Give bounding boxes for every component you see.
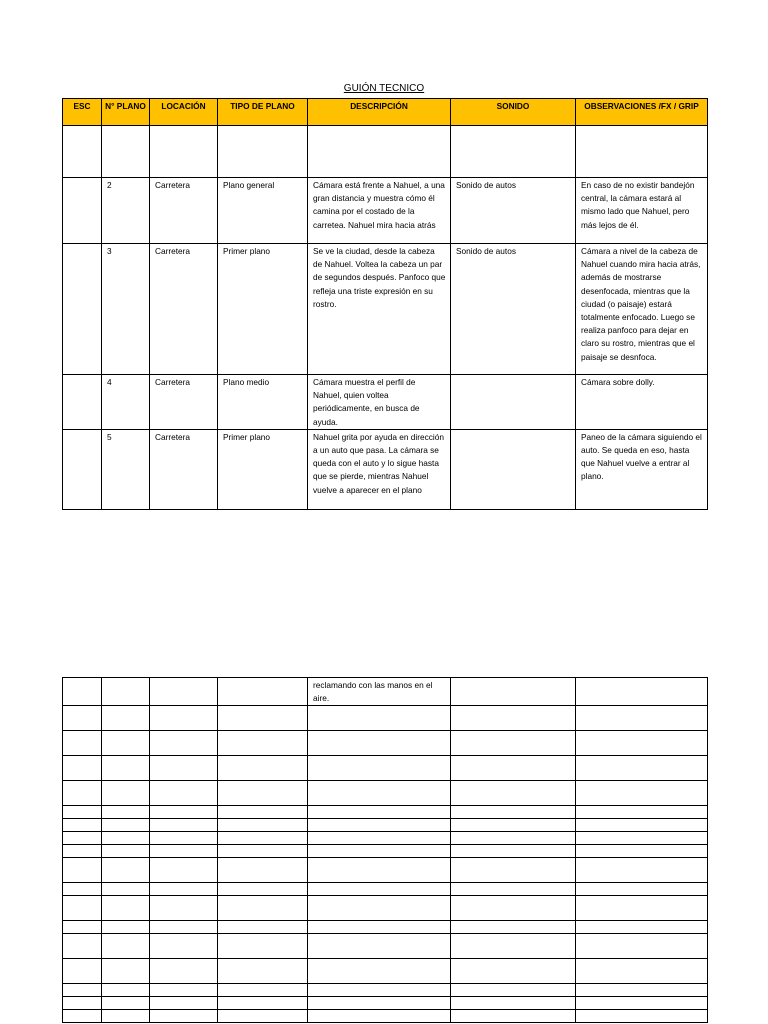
cell-observaciones: [576, 934, 708, 959]
empty-table-row: [63, 896, 708, 921]
cell-esc: [63, 896, 102, 921]
cell-locacion: [150, 984, 218, 997]
cell-observaciones: [576, 126, 708, 178]
empty-table-row: [63, 706, 708, 731]
cell-locacion: Carretera: [150, 375, 218, 430]
empty-table-row: [63, 959, 708, 984]
table-row: [63, 375, 708, 430]
cell-descripcion: [308, 706, 451, 731]
cell-plano: [102, 883, 150, 896]
cell-sonido: [451, 845, 576, 858]
cell-esc: [63, 126, 102, 178]
cell-descripcion: [308, 819, 451, 832]
cell-esc: [63, 997, 102, 1010]
cell-descripcion: [308, 959, 451, 984]
cell-esc: [63, 959, 102, 984]
cell-esc: [63, 731, 102, 756]
cell-esc: [63, 845, 102, 858]
cell-locacion: [150, 678, 218, 706]
cell-tipo: Primer plano: [218, 244, 308, 375]
empty-table-row: [63, 883, 708, 896]
cell-sonido: [451, 934, 576, 959]
header-sonido: SONIDO: [451, 99, 576, 126]
cell-plano: [102, 934, 150, 959]
cell-plano: 5: [102, 429, 150, 509]
cell-sonido: [451, 984, 576, 997]
header-plano: N° PLANO: [102, 99, 150, 126]
cell-plano: [102, 845, 150, 858]
document-title: GUIÓN TECNICO: [343, 83, 425, 94]
header-esc: ESC: [63, 99, 102, 126]
cell-tipo: [218, 781, 308, 806]
cell-esc: [63, 883, 102, 896]
table-row: [63, 178, 708, 244]
cell-esc: [63, 806, 102, 819]
cell-descripcion: Cámara está frente a Nahuel, a una gran distancia y muestra cómo él camina por el costado de la carretea. Nahuel mira hacia atrás: [308, 178, 451, 244]
cell-observaciones: En caso de no existir bandejón central, la cámara estará al mismo lado que Nahuel, pero más lejos de él.: [576, 178, 708, 244]
cell-sonido: [451, 756, 576, 781]
cell-locacion: Carretera: [150, 178, 218, 244]
cell-descripcion: [308, 984, 451, 997]
cell-tipo: [218, 819, 308, 832]
cell-tipo: Primer plano: [218, 429, 308, 509]
cell-sonido: [451, 375, 576, 430]
cell-tipo: [218, 858, 308, 883]
header-locacion: LOCACIÓN: [150, 99, 218, 126]
header-row: [63, 99, 708, 126]
empty-table-row: [63, 997, 708, 1010]
empty-table-row: [63, 731, 708, 756]
cell-tipo: [218, 997, 308, 1010]
cell-plano: [102, 832, 150, 845]
cell-descripcion: [308, 934, 451, 959]
cell-plano: [102, 731, 150, 756]
cell-descripcion: reclamando con las manos en el aire.: [308, 678, 451, 706]
cell-tipo: [218, 806, 308, 819]
cell-observaciones: [576, 756, 708, 781]
table-row: [63, 126, 708, 178]
technical-script-table: [62, 98, 708, 510]
empty-table-row: [63, 819, 708, 832]
cell-locacion: Carretera: [150, 429, 218, 509]
cell-plano: 2: [102, 178, 150, 244]
cell-tipo: [218, 984, 308, 997]
cell-descripcion: [308, 781, 451, 806]
cell-sonido: [451, 997, 576, 1010]
cell-descripcion: [308, 896, 451, 921]
cell-esc: [63, 756, 102, 781]
cell-observaciones: [576, 832, 708, 845]
cell-sonido: [451, 731, 576, 756]
cell-esc: [63, 1010, 102, 1023]
cell-observaciones: [576, 731, 708, 756]
cell-observaciones: [576, 706, 708, 731]
cell-locacion: [150, 706, 218, 731]
cell-tipo: [218, 959, 308, 984]
cell-esc: [63, 706, 102, 731]
cell-plano: [102, 959, 150, 984]
cell-locacion: [150, 921, 218, 934]
cell-observaciones: Paneo de la cámara siguiendo el auto. Se queda en eso, hasta que Nahuel vuelve a entrar al plano.: [576, 429, 708, 509]
cell-sonido: [451, 883, 576, 896]
cell-locacion: [150, 845, 218, 858]
cell-descripcion: [308, 858, 451, 883]
cell-tipo: [218, 896, 308, 921]
cell-tipo: [218, 883, 308, 896]
cell-tipo: [218, 845, 308, 858]
cell-tipo: [218, 706, 308, 731]
cell-tipo: Plano general: [218, 178, 308, 244]
cell-esc: [63, 429, 102, 509]
cell-esc: [63, 934, 102, 959]
cell-esc: [63, 781, 102, 806]
header-observaciones: OBSERVACIONES /FX / GRIP: [576, 99, 708, 126]
cell-plano: [102, 706, 150, 731]
cell-plano: 4: [102, 375, 150, 430]
cell-descripcion: [308, 1010, 451, 1023]
cell-descripcion: [308, 731, 451, 756]
cell-tipo: [218, 126, 308, 178]
empty-table-row: [63, 806, 708, 819]
cell-sonido: [451, 896, 576, 921]
cell-esc: [63, 984, 102, 997]
cell-sonido: Sonido de autos: [451, 178, 576, 244]
cell-locacion: [150, 997, 218, 1010]
cell-sonido: [451, 858, 576, 883]
cell-plano: [102, 1010, 150, 1023]
cell-sonido: [451, 781, 576, 806]
cell-locacion: [150, 819, 218, 832]
cell-sonido: [451, 126, 576, 178]
cell-observaciones: [576, 806, 708, 819]
cell-sonido: Sonido de autos: [451, 244, 576, 375]
cell-observaciones: [576, 921, 708, 934]
cell-tipo: [218, 832, 308, 845]
cell-sonido: [451, 1010, 576, 1023]
cell-sonido: [451, 819, 576, 832]
cell-descripcion: Nahuel grita por ayuda en dirección a un auto que pasa. La cámara se queda con el auto y lo sigue hasta que se pierde, mientras Nahuel vuelve a aparecer en el plano: [308, 429, 451, 509]
cell-locacion: [150, 781, 218, 806]
cell-observaciones: [576, 845, 708, 858]
cell-locacion: [150, 896, 218, 921]
cell-plano: [102, 781, 150, 806]
cell-plano: [102, 858, 150, 883]
empty-table-row: [63, 1010, 708, 1023]
empty-table-row: [63, 756, 708, 781]
cell-esc: [63, 244, 102, 375]
cell-locacion: [150, 832, 218, 845]
cell-descripcion: Cámara muestra el perfil de Nahuel, quien voltea periódicamente, en busca de ayuda.: [308, 375, 451, 430]
cell-locacion: [150, 731, 218, 756]
table-row: [63, 678, 708, 706]
cell-sonido: [451, 921, 576, 934]
cell-sonido: [451, 678, 576, 706]
empty-table-row: [63, 858, 708, 883]
cell-observaciones: [576, 883, 708, 896]
cell-sonido: [451, 832, 576, 845]
cell-descripcion: [308, 921, 451, 934]
cell-locacion: [150, 1010, 218, 1023]
cell-observaciones: [576, 896, 708, 921]
cell-locacion: [150, 126, 218, 178]
cell-descripcion: [308, 756, 451, 781]
table-row: [63, 429, 708, 509]
cell-tipo: [218, 756, 308, 781]
cell-observaciones: [576, 819, 708, 832]
cell-esc: [63, 678, 102, 706]
cell-descripcion: [308, 832, 451, 845]
cell-tipo: [218, 921, 308, 934]
cell-descripcion: [308, 997, 451, 1010]
cell-sonido: [451, 959, 576, 984]
cell-sonido: [451, 806, 576, 819]
cell-locacion: Carretera: [150, 244, 218, 375]
cell-locacion: [150, 756, 218, 781]
header-descripcion: DESCRIPCIÓN: [308, 99, 451, 126]
empty-table-row: [63, 934, 708, 959]
cell-observaciones: Cámara a nivel de la cabeza de Nahuel cuando mira hacia atrás, además de mostrarse desenfocada, mientras que la ciudad (o paisaje) estará totalmente enfocado. Luego se realiza panfoco para dejar en claro su rostro, mientras que el paisaje se desnfoca.: [576, 244, 708, 375]
cell-observaciones: [576, 1010, 708, 1023]
cell-tipo: [218, 1010, 308, 1023]
cell-observaciones: [576, 858, 708, 883]
cell-plano: [102, 678, 150, 706]
cell-descripcion: [308, 806, 451, 819]
cell-plano: [102, 806, 150, 819]
cell-tipo: Plano medio: [218, 375, 308, 430]
header-tipo: TIPO DE PLANO: [218, 99, 308, 126]
cell-locacion: [150, 883, 218, 896]
cell-tipo: [218, 731, 308, 756]
cell-sonido: [451, 706, 576, 731]
empty-table-row: [63, 984, 708, 997]
cell-plano: [102, 984, 150, 997]
cell-plano: [102, 126, 150, 178]
cell-tipo: [218, 934, 308, 959]
continuation-table: [62, 677, 708, 1023]
empty-table-row: [63, 921, 708, 934]
cell-observaciones: [576, 678, 708, 706]
cell-plano: [102, 997, 150, 1010]
cell-descripcion: [308, 126, 451, 178]
cell-esc: [63, 375, 102, 430]
cell-esc: [63, 178, 102, 244]
cell-locacion: [150, 806, 218, 819]
cell-plano: [102, 921, 150, 934]
cell-descripcion: [308, 883, 451, 896]
cell-plano: [102, 756, 150, 781]
cell-observaciones: [576, 984, 708, 997]
cell-sonido: [451, 429, 576, 509]
cell-locacion: [150, 934, 218, 959]
cell-esc: [63, 858, 102, 883]
cell-observaciones: Cámara sobre dolly.: [576, 375, 708, 430]
empty-table-row: [63, 781, 708, 806]
cell-locacion: [150, 959, 218, 984]
empty-table-row: [63, 845, 708, 858]
cell-esc: [63, 921, 102, 934]
cell-descripcion: [308, 845, 451, 858]
cell-observaciones: [576, 997, 708, 1010]
cell-observaciones: [576, 959, 708, 984]
cell-tipo: [218, 678, 308, 706]
empty-table-row: [63, 832, 708, 845]
cell-plano: [102, 819, 150, 832]
cell-observaciones: [576, 781, 708, 806]
cell-plano: 3: [102, 244, 150, 375]
cell-esc: [63, 832, 102, 845]
cell-locacion: [150, 858, 218, 883]
cell-plano: [102, 896, 150, 921]
table-row: [63, 244, 708, 375]
cell-descripcion: Se ve la ciudad, desde la cabeza de Nahuel. Voltea la cabeza un par de segundos después. Panfoco que refleja una triste expresión en su rostro.: [308, 244, 451, 375]
cell-esc: [63, 819, 102, 832]
